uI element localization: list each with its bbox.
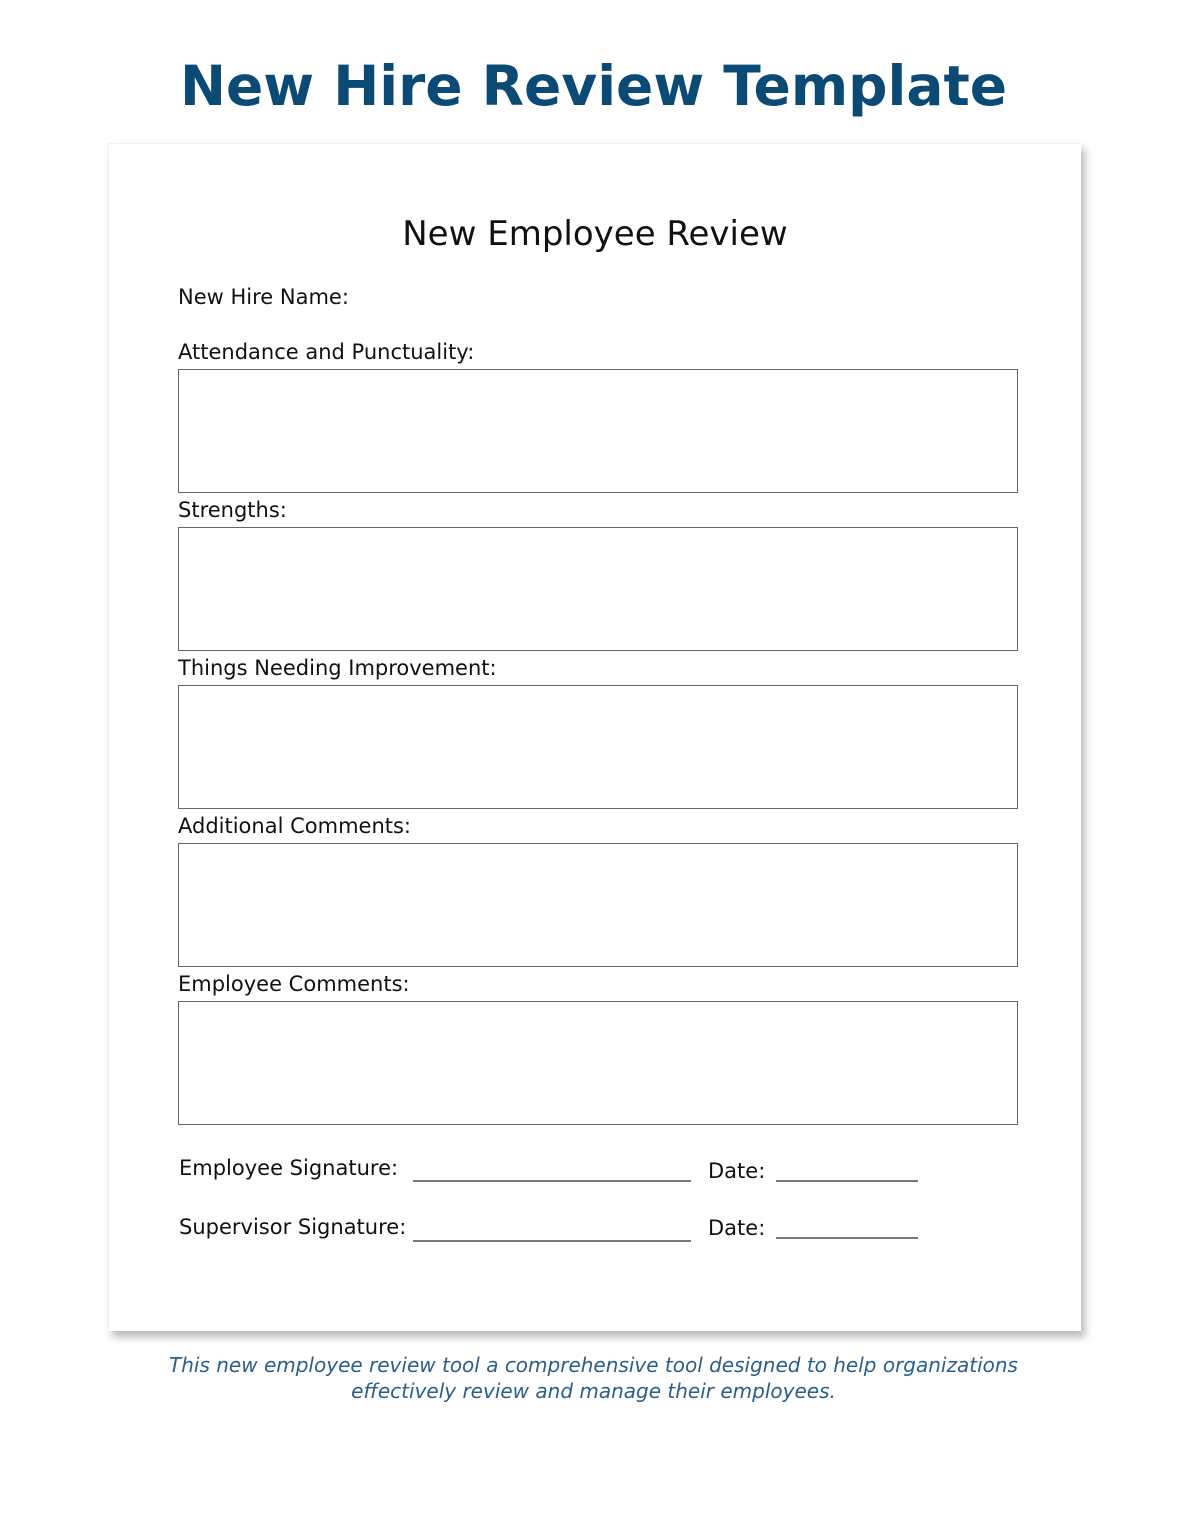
supervisor-signature-line[interactable]: [413, 1240, 691, 1242]
supervisor-signature-label: Supervisor Signature:: [179, 1215, 407, 1239]
review-form-card: [108, 143, 1081, 1331]
employee-signature-line[interactable]: [413, 1180, 691, 1182]
caption-line-1: This new employee review tool a comprehensive tool designed to help organizations: [169, 1353, 1018, 1377]
employee-date-label: Date:: [708, 1159, 766, 1183]
employee-date-line[interactable]: [776, 1180, 918, 1182]
caption-line-2: effectively review and manage their employees.: [351, 1379, 836, 1403]
form-heading: New Employee Review: [402, 214, 788, 254]
supervisor-date-line[interactable]: [776, 1237, 918, 1239]
improvement-box[interactable]: [178, 685, 1018, 809]
attendance-box[interactable]: [178, 369, 1018, 493]
section-label-attendance: Attendance and Punctuality:: [178, 340, 475, 364]
new-hire-name-label: New Hire Name:: [178, 285, 349, 309]
supervisor-date-label: Date:: [708, 1216, 766, 1240]
employee-comments-box[interactable]: [178, 1001, 1018, 1125]
strengths-box[interactable]: [178, 527, 1018, 651]
section-label-strengths: Strengths:: [178, 498, 287, 522]
caption: [0, 1352, 1187, 1404]
page-title: New Hire Review Template: [179, 54, 1008, 118]
additional-comments-box[interactable]: [178, 843, 1018, 967]
section-label-improvement: Things Needing Improvement:: [178, 656, 497, 680]
employee-signature-label: Employee Signature:: [179, 1156, 399, 1180]
section-label-employee-comments: Employee Comments:: [178, 972, 410, 996]
section-label-additional-comments: Additional Comments:: [178, 814, 411, 838]
